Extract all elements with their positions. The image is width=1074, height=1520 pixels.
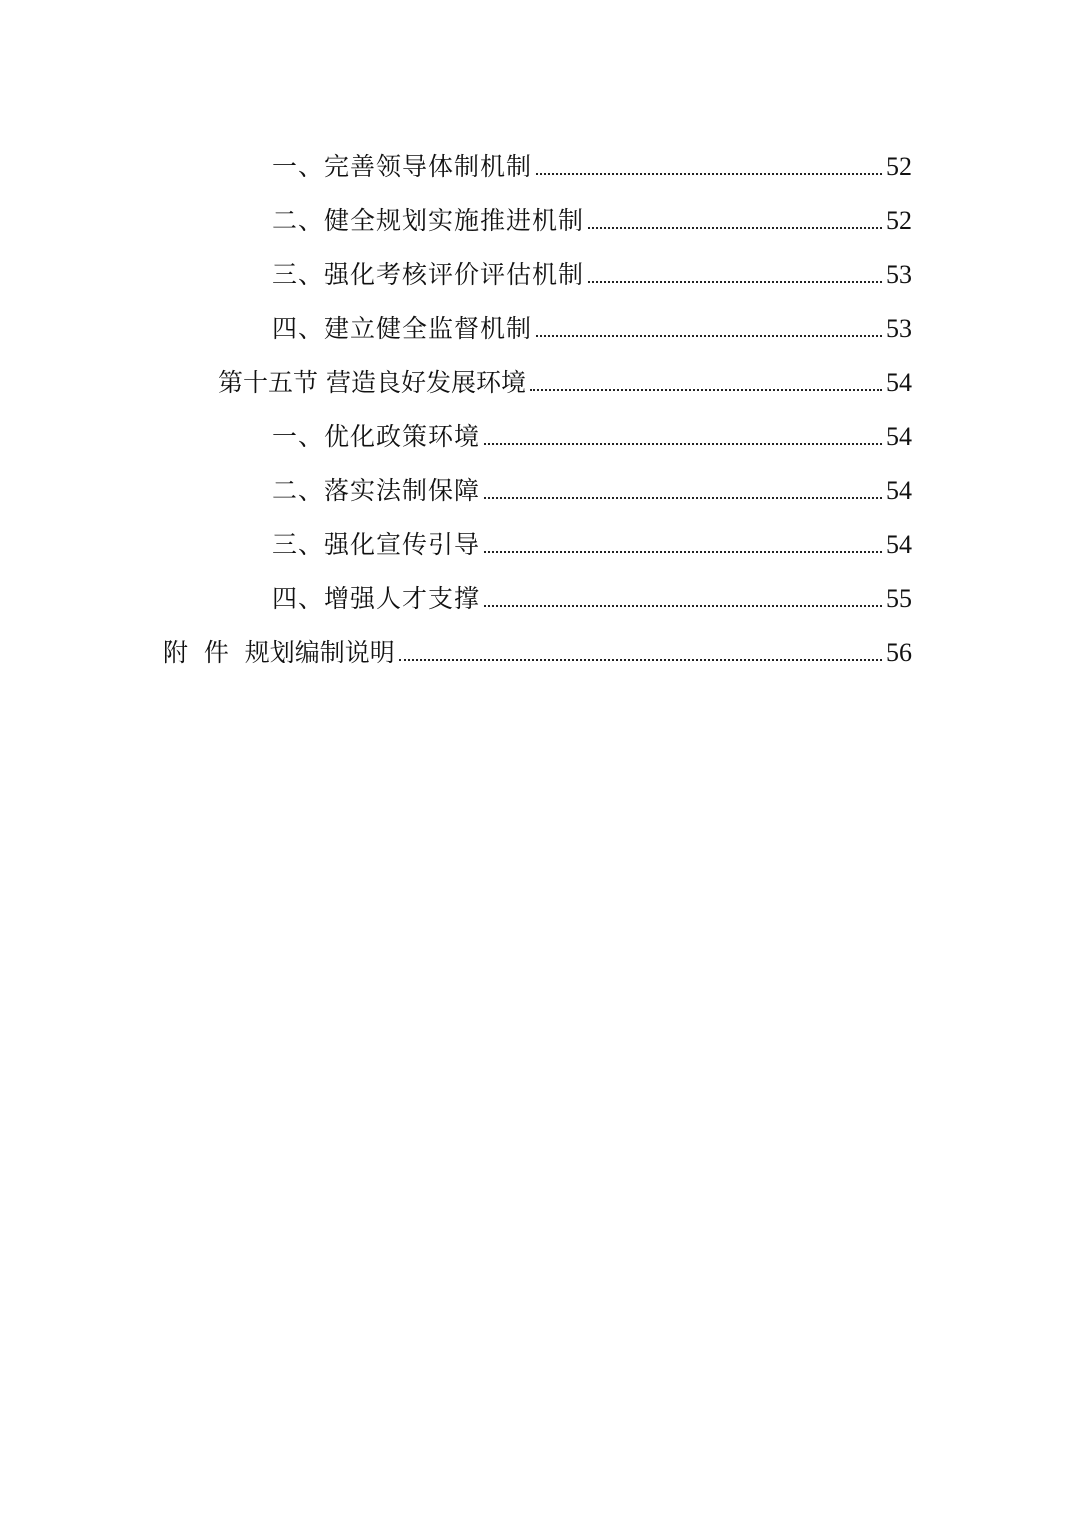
toc-dot-leader: [536, 335, 882, 337]
toc-entry-page: 53: [886, 314, 912, 343]
toc-dot-leader: [484, 443, 882, 445]
toc-entry: [272, 524, 912, 560]
toc-entry-title: 一、优化政策环境: [272, 422, 481, 451]
toc-entry: [272, 146, 912, 182]
toc-entry-page: 54: [886, 368, 912, 397]
toc-dot-leader: [399, 659, 882, 661]
toc-entry-title: 附 件 规划编制说明: [163, 638, 395, 667]
toc-entry: [272, 416, 912, 452]
toc-entry-title: 一、完善领导体制机制: [272, 152, 533, 181]
toc-entry-page: 52: [886, 152, 912, 181]
toc-entry: [272, 200, 912, 236]
toc-entry-page: 54: [886, 422, 912, 451]
toc-entry-title: 二、健全规划实施推进机制: [272, 206, 585, 235]
toc-dot-leader: [484, 605, 882, 607]
toc-dot-leader: [536, 173, 882, 175]
toc-entry-page: 53: [886, 260, 912, 289]
toc-entry-title: 三、强化考核评价评估机制: [272, 260, 585, 289]
toc-appendix-entry: [163, 632, 912, 668]
toc-entry-title: 三、强化宣传引导: [272, 530, 481, 559]
toc-entry-title: 第十五节 营造良好发展环境: [218, 368, 526, 397]
toc-entry: [272, 578, 912, 614]
toc-entry-title: 二、落实法制保障: [272, 476, 481, 505]
toc-dot-leader: [530, 389, 882, 391]
toc-dot-leader: [484, 497, 882, 499]
toc-dot-leader: [588, 281, 882, 283]
toc-section-entry: [218, 362, 912, 398]
toc-dot-leader: [484, 551, 882, 553]
toc-entry-page: 56: [886, 638, 912, 667]
toc-entry-title: 四、建立健全监督机制: [272, 314, 533, 343]
toc-entry-page: 54: [886, 530, 912, 559]
toc-entry-title: 四、增强人才支撑: [272, 584, 481, 613]
toc-entry-page: 52: [886, 206, 912, 235]
toc-entry-page: 54: [886, 476, 912, 505]
toc-dot-leader: [588, 227, 882, 229]
toc-entry: [272, 254, 912, 290]
toc-entry-page: 55: [886, 584, 912, 613]
toc-entry: [272, 470, 912, 506]
toc-entry: [272, 308, 912, 344]
